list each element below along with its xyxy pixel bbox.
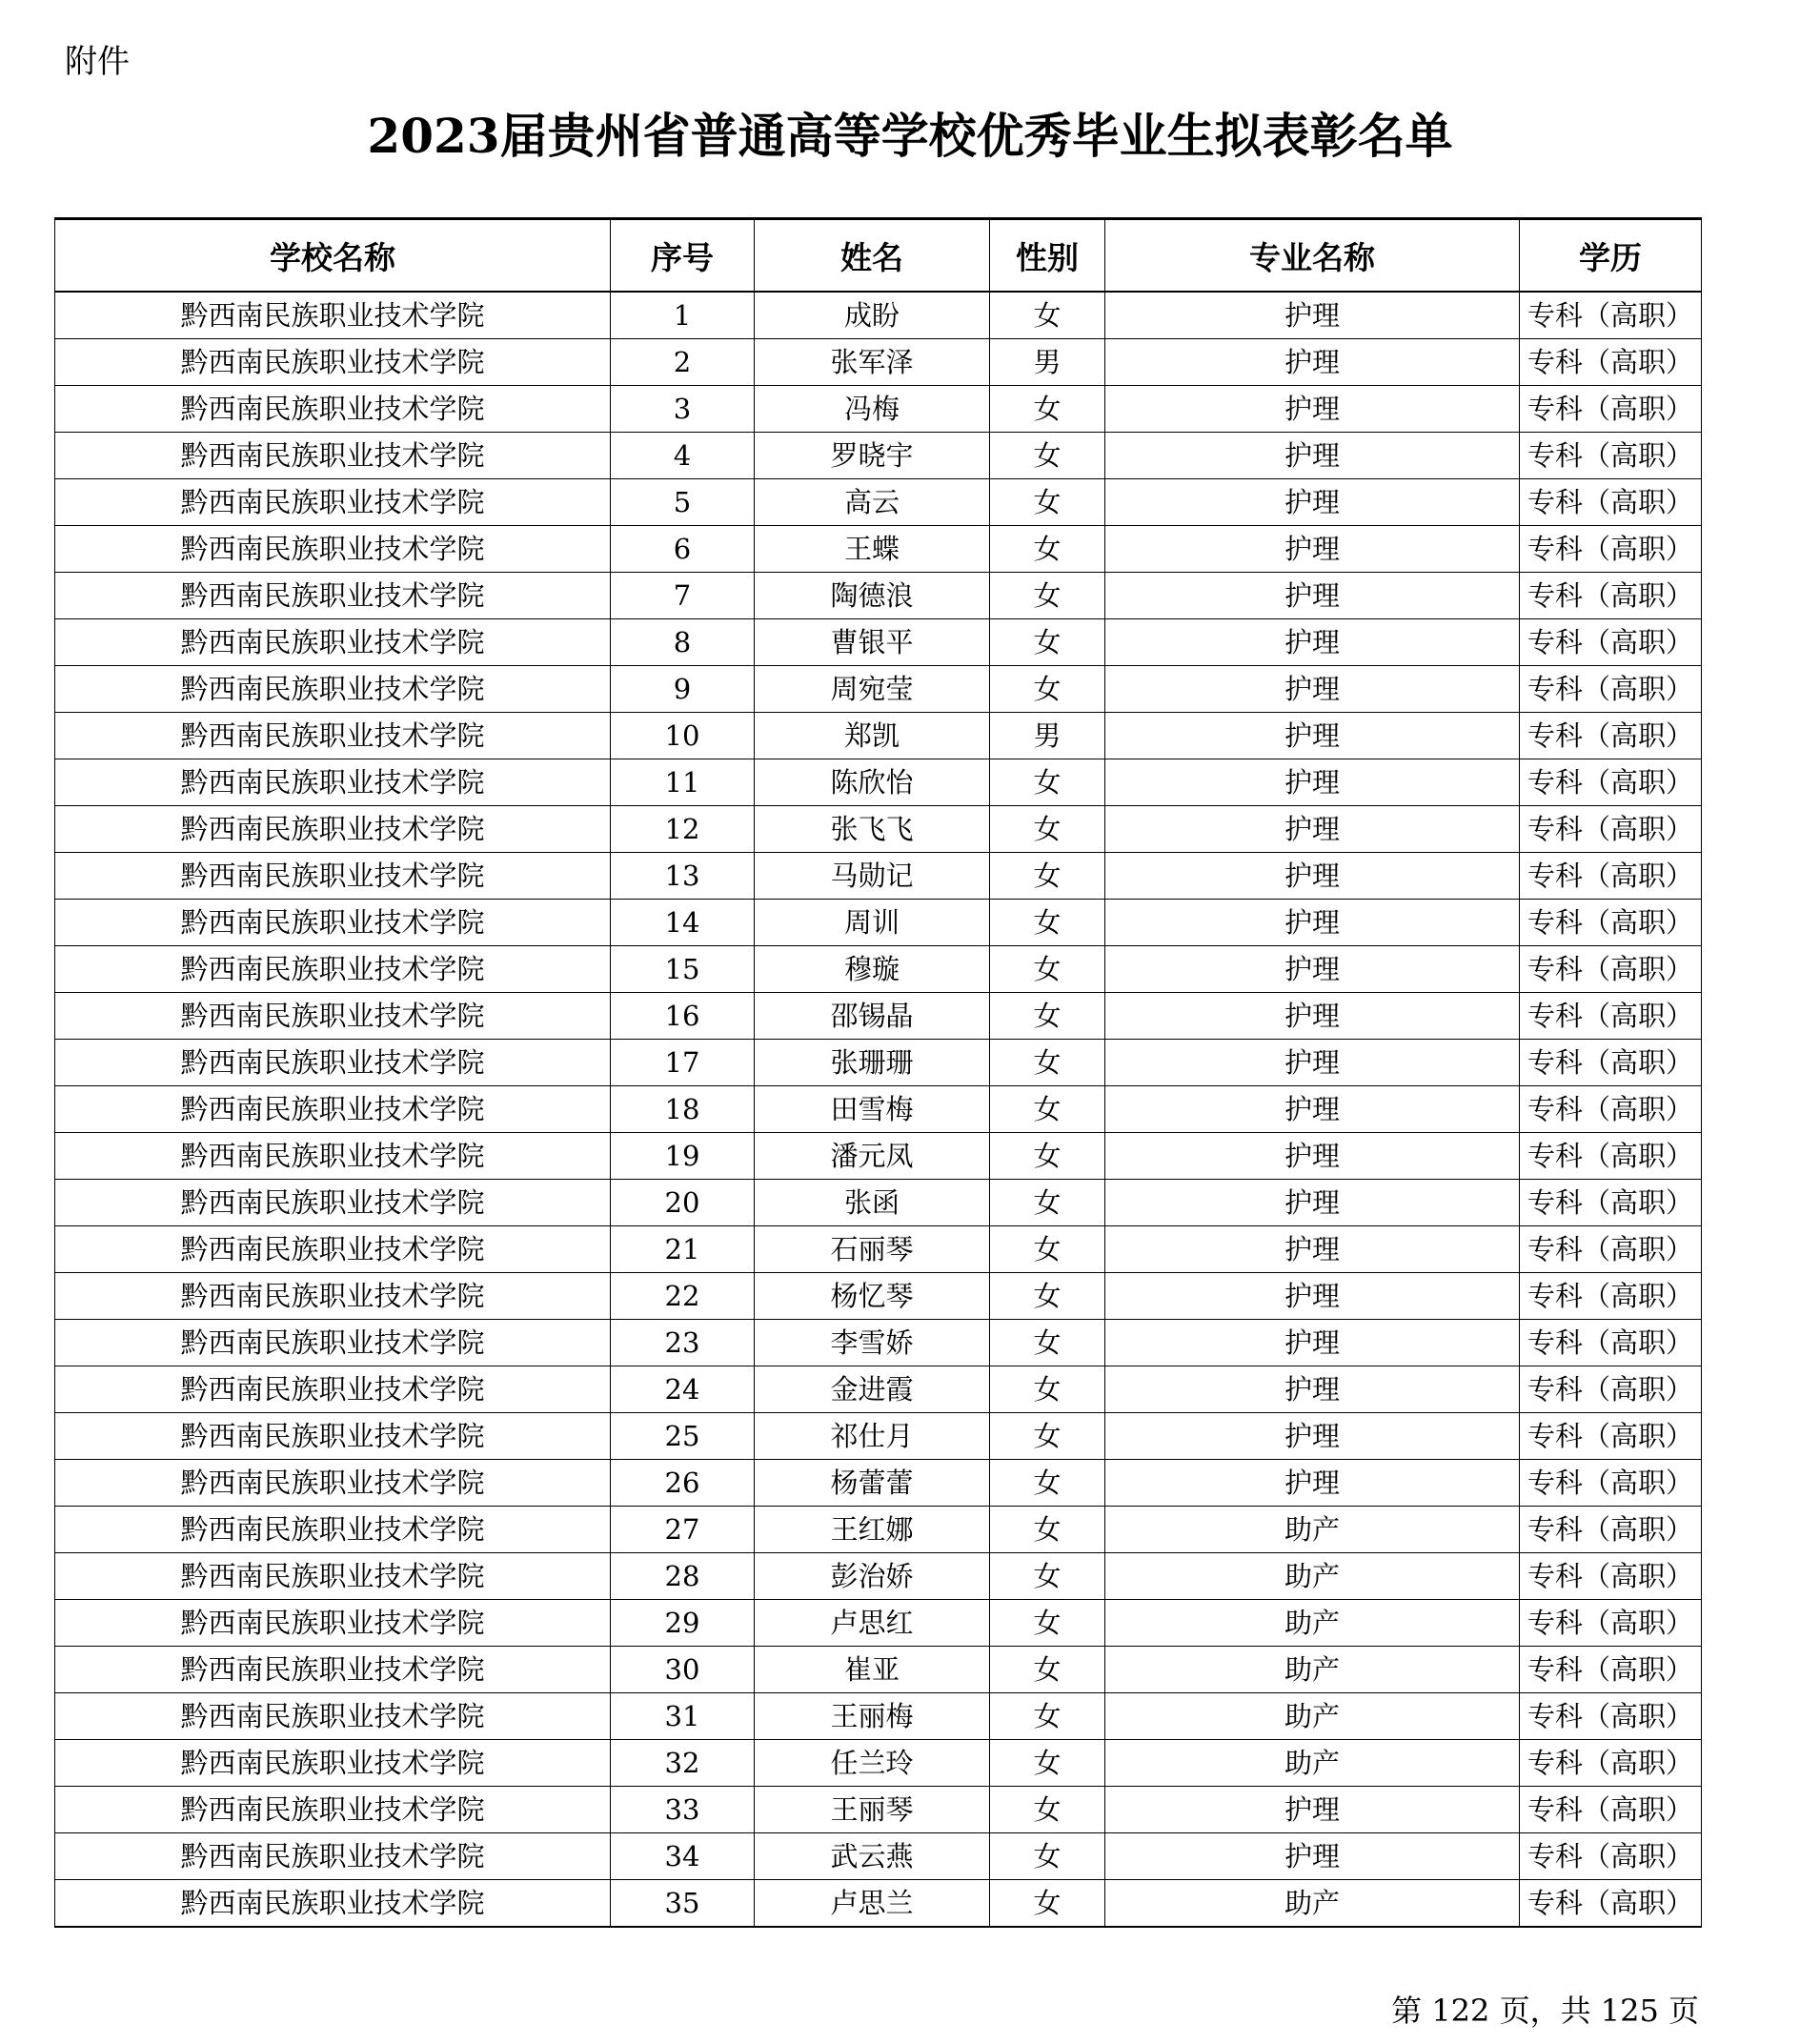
cell-school: 黔西南民族职业技术学院: [55, 1273, 611, 1320]
cell-major: 助产: [1105, 1553, 1520, 1600]
cell-school: 黔西南民族职业技术学院: [55, 433, 611, 479]
cell-seq: 7: [611, 573, 755, 619]
table-row: [55, 1320, 1702, 1366]
cell-major: 护理: [1105, 292, 1520, 339]
table-row: [55, 1040, 1702, 1086]
cell-gender: 女: [990, 1320, 1105, 1366]
cell-seq: 27: [611, 1507, 755, 1553]
cell-school: 黔西南民族职业技术学院: [55, 713, 611, 759]
cell-name: 彭治娇: [755, 1553, 990, 1600]
cell-school: 黔西南民族职业技术学院: [55, 1460, 611, 1507]
cell-major: 护理: [1105, 573, 1520, 619]
cell-seq: 22: [611, 1273, 755, 1320]
cell-gender: 女: [990, 1693, 1105, 1740]
cell-education: 专科（高职）: [1520, 292, 1702, 339]
cell-major: 护理: [1105, 946, 1520, 993]
cell-education: 专科（高职）: [1520, 1507, 1702, 1553]
cell-seq: 30: [611, 1647, 755, 1693]
cell-school: 黔西南民族职业技术学院: [55, 1507, 611, 1553]
header-gender: 性别: [990, 219, 1105, 293]
cell-seq: 18: [611, 1086, 755, 1133]
cell-seq: 12: [611, 806, 755, 853]
cell-major: 护理: [1105, 759, 1520, 806]
cell-gender: 女: [990, 1180, 1105, 1226]
cell-name: 潘元凤: [755, 1133, 990, 1180]
cell-school: 黔西南民族职业技术学院: [55, 1413, 611, 1460]
header-row: [55, 219, 1702, 293]
cell-major: 护理: [1105, 1460, 1520, 1507]
cell-school: 黔西南民族职业技术学院: [55, 1600, 611, 1647]
cell-gender: 女: [990, 1740, 1105, 1787]
table-row: [55, 946, 1702, 993]
table-row: [55, 666, 1702, 713]
cell-name: 周训: [755, 900, 990, 946]
cell-school: 黔西南民族职业技术学院: [55, 1086, 611, 1133]
cell-education: 专科（高职）: [1520, 1600, 1702, 1647]
cell-name: 张军泽: [755, 339, 990, 386]
cell-major: 护理: [1105, 1273, 1520, 1320]
cell-education: 专科（高职）: [1520, 433, 1702, 479]
cell-seq: 20: [611, 1180, 755, 1226]
header-name: 姓名: [755, 219, 990, 293]
cell-name: 李雪娇: [755, 1320, 990, 1366]
cell-major: 助产: [1105, 1647, 1520, 1693]
cell-major: 助产: [1105, 1600, 1520, 1647]
table-row: [55, 1460, 1702, 1507]
cell-school: 黔西南民族职业技术学院: [55, 1740, 611, 1787]
cell-major: 护理: [1105, 666, 1520, 713]
table-row: [55, 479, 1702, 526]
cell-gender: 女: [990, 1273, 1105, 1320]
cell-education: 专科（高职）: [1520, 1226, 1702, 1273]
cell-name: 祁仕月: [755, 1413, 990, 1460]
header-major: 专业名称: [1105, 219, 1520, 293]
table-row: [55, 1273, 1702, 1320]
cell-education: 专科（高职）: [1520, 1693, 1702, 1740]
cell-education: 专科（高职）: [1520, 1787, 1702, 1833]
cell-seq: 23: [611, 1320, 755, 1366]
cell-name: 王丽梅: [755, 1693, 990, 1740]
cell-education: 专科（高职）: [1520, 1180, 1702, 1226]
cell-school: 黔西南民族职业技术学院: [55, 900, 611, 946]
cell-seq: 4: [611, 433, 755, 479]
cell-gender: 女: [990, 1040, 1105, 1086]
cell-education: 专科（高职）: [1520, 853, 1702, 900]
table-row: [55, 1600, 1702, 1647]
cell-name: 任兰玲: [755, 1740, 990, 1787]
cell-seq: 28: [611, 1553, 755, 1600]
cell-education: 专科（高职）: [1520, 666, 1702, 713]
cell-school: 黔西南民族职业技术学院: [55, 526, 611, 573]
cell-gender: 女: [990, 946, 1105, 993]
cell-seq: 1: [611, 292, 755, 339]
cell-education: 专科（高职）: [1520, 1133, 1702, 1180]
cell-gender: 女: [990, 1086, 1105, 1133]
cell-major: 护理: [1105, 339, 1520, 386]
cell-gender: 女: [990, 479, 1105, 526]
cell-education: 专科（高职）: [1520, 479, 1702, 526]
cell-education: 专科（高职）: [1520, 759, 1702, 806]
cell-gender: 女: [990, 292, 1105, 339]
document-title: 2023届贵州省普通高等学校优秀毕业生拟表彰名单: [367, 108, 1453, 164]
cell-seq: 2: [611, 339, 755, 386]
cell-gender: 男: [990, 713, 1105, 759]
cell-name: 张飞飞: [755, 806, 990, 853]
cell-gender: 女: [990, 619, 1105, 666]
cell-school: 黔西南民族职业技术学院: [55, 292, 611, 339]
table-row: [55, 433, 1702, 479]
cell-name: 冯梅: [755, 386, 990, 433]
cell-gender: 女: [990, 1413, 1105, 1460]
table-row: [55, 853, 1702, 900]
table-row: [55, 1366, 1702, 1413]
cell-school: 黔西南民族职业技术学院: [55, 619, 611, 666]
cell-gender: 女: [990, 1880, 1105, 1928]
table-header: [55, 219, 1702, 293]
cell-major: 护理: [1105, 1226, 1520, 1273]
cell-seq: 33: [611, 1787, 755, 1833]
cell-education: 专科（高职）: [1520, 713, 1702, 759]
cell-name: 杨蕾蕾: [755, 1460, 990, 1507]
cell-major: 护理: [1105, 993, 1520, 1040]
cell-gender: 女: [990, 433, 1105, 479]
table-body: [55, 292, 1702, 1927]
cell-name: 高云: [755, 479, 990, 526]
cell-name: 穆璇: [755, 946, 990, 993]
header-seq: 序号: [611, 219, 755, 293]
table-row: [55, 1507, 1702, 1553]
cell-school: 黔西南民族职业技术学院: [55, 1787, 611, 1833]
cell-gender: 女: [990, 1226, 1105, 1273]
cell-major: 护理: [1105, 806, 1520, 853]
table-row: [55, 1740, 1702, 1787]
cell-seq: 5: [611, 479, 755, 526]
cell-name: 成盼: [755, 292, 990, 339]
cell-name: 卢思红: [755, 1600, 990, 1647]
cell-school: 黔西南民族职业技术学院: [55, 853, 611, 900]
cell-seq: 25: [611, 1413, 755, 1460]
cell-gender: 女: [990, 666, 1105, 713]
cell-major: 护理: [1105, 1040, 1520, 1086]
cell-seq: 21: [611, 1226, 755, 1273]
cell-seq: 14: [611, 900, 755, 946]
cell-school: 黔西南民族职业技术学院: [55, 1366, 611, 1413]
cell-name: 王蝶: [755, 526, 990, 573]
cell-gender: 女: [990, 1787, 1105, 1833]
cell-name: 张珊珊: [755, 1040, 990, 1086]
cell-gender: 女: [990, 1460, 1105, 1507]
table-row: [55, 292, 1702, 339]
table-row: [55, 713, 1702, 759]
cell-school: 黔西南民族职业技术学院: [55, 1693, 611, 1740]
cell-gender: 女: [990, 1366, 1105, 1413]
cell-name: 周宛莹: [755, 666, 990, 713]
cell-gender: 女: [990, 526, 1105, 573]
cell-education: 专科（高职）: [1520, 806, 1702, 853]
attachment-label: 附件: [65, 43, 130, 81]
cell-name: 石丽琴: [755, 1226, 990, 1273]
cell-seq: 6: [611, 526, 755, 573]
cell-name: 田雪梅: [755, 1086, 990, 1133]
table-row: [55, 806, 1702, 853]
cell-major: 助产: [1105, 1693, 1520, 1740]
cell-seq: 24: [611, 1366, 755, 1413]
table-row: [55, 526, 1702, 573]
cell-education: 专科（高职）: [1520, 1366, 1702, 1413]
cell-major: 助产: [1105, 1507, 1520, 1553]
cell-school: 黔西南民族职业技术学院: [55, 479, 611, 526]
table-row: [55, 1647, 1702, 1693]
cell-school: 黔西南民族职业技术学院: [55, 339, 611, 386]
cell-seq: 15: [611, 946, 755, 993]
cell-major: 护理: [1105, 619, 1520, 666]
cell-name: 崔亚: [755, 1647, 990, 1693]
cell-name: 陶德浪: [755, 573, 990, 619]
cell-education: 专科（高职）: [1520, 339, 1702, 386]
table-row: [55, 1226, 1702, 1273]
cell-seq: 10: [611, 713, 755, 759]
cell-major: 护理: [1105, 713, 1520, 759]
cell-education: 专科（高职）: [1520, 1273, 1702, 1320]
cell-education: 专科（高职）: [1520, 526, 1702, 573]
table-row: [55, 1086, 1702, 1133]
cell-gender: 女: [990, 806, 1105, 853]
table-row: [55, 1787, 1702, 1833]
cell-education: 专科（高职）: [1520, 573, 1702, 619]
cell-gender: 女: [990, 1133, 1105, 1180]
cell-name: 武云燕: [755, 1833, 990, 1880]
cell-school: 黔西南民族职业技术学院: [55, 1226, 611, 1273]
cell-education: 专科（高职）: [1520, 386, 1702, 433]
cell-name: 陈欣怡: [755, 759, 990, 806]
cell-major: 护理: [1105, 1320, 1520, 1366]
cell-major: 助产: [1105, 1740, 1520, 1787]
cell-school: 黔西南民族职业技术学院: [55, 1040, 611, 1086]
cell-name: 邵锡晶: [755, 993, 990, 1040]
table-row: [55, 1553, 1702, 1600]
cell-seq: 31: [611, 1693, 755, 1740]
table-row: [55, 573, 1702, 619]
cell-gender: 女: [990, 1507, 1105, 1553]
cell-gender: 女: [990, 1600, 1105, 1647]
cell-major: 助产: [1105, 1880, 1520, 1928]
table-row: [55, 759, 1702, 806]
cell-school: 黔西南民族职业技术学院: [55, 1647, 611, 1693]
cell-major: 护理: [1105, 1133, 1520, 1180]
cell-gender: 女: [990, 1833, 1105, 1880]
table-row: [55, 1413, 1702, 1460]
cell-education: 专科（高职）: [1520, 1460, 1702, 1507]
cell-school: 黔西南民族职业技术学院: [55, 1180, 611, 1226]
cell-seq: 26: [611, 1460, 755, 1507]
cell-name: 卢思兰: [755, 1880, 990, 1928]
cell-school: 黔西南民族职业技术学院: [55, 666, 611, 713]
cell-seq: 34: [611, 1833, 755, 1880]
cell-major: 护理: [1105, 1086, 1520, 1133]
cell-gender: 女: [990, 993, 1105, 1040]
table-row: [55, 993, 1702, 1040]
cell-gender: 女: [990, 1647, 1105, 1693]
cell-seq: 3: [611, 386, 755, 433]
cell-seq: 35: [611, 1880, 755, 1928]
cell-gender: 男: [990, 339, 1105, 386]
header-school: 学校名称: [55, 219, 611, 293]
cell-seq: 11: [611, 759, 755, 806]
cell-seq: 8: [611, 619, 755, 666]
cell-gender: 女: [990, 386, 1105, 433]
cell-education: 专科（高职）: [1520, 1413, 1702, 1460]
cell-school: 黔西南民族职业技术学院: [55, 806, 611, 853]
cell-name: 曹银平: [755, 619, 990, 666]
cell-gender: 女: [990, 900, 1105, 946]
table-row: [55, 1880, 1702, 1928]
cell-seq: 29: [611, 1600, 755, 1647]
cell-name: 郑凯: [755, 713, 990, 759]
cell-major: 护理: [1105, 526, 1520, 573]
page-footer: 第 122 页，共 125 页: [1391, 1993, 1699, 2029]
table-row: [55, 339, 1702, 386]
cell-gender: 女: [990, 1553, 1105, 1600]
cell-education: 专科（高职）: [1520, 1040, 1702, 1086]
cell-name: 王丽琴: [755, 1787, 990, 1833]
cell-major: 护理: [1105, 433, 1520, 479]
cell-major: 护理: [1105, 1413, 1520, 1460]
cell-education: 专科（高职）: [1520, 619, 1702, 666]
cell-school: 黔西南民族职业技术学院: [55, 993, 611, 1040]
cell-name: 马勋记: [755, 853, 990, 900]
cell-name: 张函: [755, 1180, 990, 1226]
cell-school: 黔西南民族职业技术学院: [55, 759, 611, 806]
honor-roster-table: [54, 217, 1702, 1928]
header-education: 学历: [1520, 219, 1702, 293]
cell-education: 专科（高职）: [1520, 1880, 1702, 1928]
cell-school: 黔西南民族职业技术学院: [55, 946, 611, 993]
cell-major: 护理: [1105, 1180, 1520, 1226]
table-row: [55, 900, 1702, 946]
cell-major: 护理: [1105, 900, 1520, 946]
cell-school: 黔西南民族职业技术学院: [55, 1133, 611, 1180]
table-row: [55, 386, 1702, 433]
cell-school: 黔西南民族职业技术学院: [55, 386, 611, 433]
cell-education: 专科（高职）: [1520, 1086, 1702, 1133]
cell-major: 护理: [1105, 386, 1520, 433]
cell-gender: 女: [990, 573, 1105, 619]
cell-education: 专科（高职）: [1520, 1740, 1702, 1787]
cell-name: 罗晓宇: [755, 433, 990, 479]
cell-major: 护理: [1105, 853, 1520, 900]
table-row: [55, 1180, 1702, 1226]
cell-seq: 32: [611, 1740, 755, 1787]
table-row: [55, 1133, 1702, 1180]
cell-school: 黔西南民族职业技术学院: [55, 1880, 611, 1928]
cell-name: 金进霞: [755, 1366, 990, 1413]
cell-major: 护理: [1105, 1787, 1520, 1833]
cell-education: 专科（高职）: [1520, 1553, 1702, 1600]
cell-education: 专科（高职）: [1520, 1647, 1702, 1693]
cell-school: 黔西南民族职业技术学院: [55, 1833, 611, 1880]
cell-school: 黔西南民族职业技术学院: [55, 573, 611, 619]
cell-seq: 19: [611, 1133, 755, 1180]
cell-education: 专科（高职）: [1520, 1320, 1702, 1366]
cell-name: 王红娜: [755, 1507, 990, 1553]
table-row: [55, 1693, 1702, 1740]
cell-seq: 16: [611, 993, 755, 1040]
cell-major: 护理: [1105, 479, 1520, 526]
cell-seq: 13: [611, 853, 755, 900]
cell-major: 护理: [1105, 1366, 1520, 1413]
cell-education: 专科（高职）: [1520, 946, 1702, 993]
table-row: [55, 1833, 1702, 1880]
cell-school: 黔西南民族职业技术学院: [55, 1320, 611, 1366]
cell-gender: 女: [990, 853, 1105, 900]
table-row: [55, 619, 1702, 666]
cell-name: 杨忆琴: [755, 1273, 990, 1320]
cell-seq: 9: [611, 666, 755, 713]
cell-gender: 女: [990, 759, 1105, 806]
cell-school: 黔西南民族职业技术学院: [55, 1553, 611, 1600]
cell-major: 护理: [1105, 1833, 1520, 1880]
cell-seq: 17: [611, 1040, 755, 1086]
cell-education: 专科（高职）: [1520, 1833, 1702, 1880]
cell-education: 专科（高职）: [1520, 993, 1702, 1040]
cell-education: 专科（高职）: [1520, 900, 1702, 946]
